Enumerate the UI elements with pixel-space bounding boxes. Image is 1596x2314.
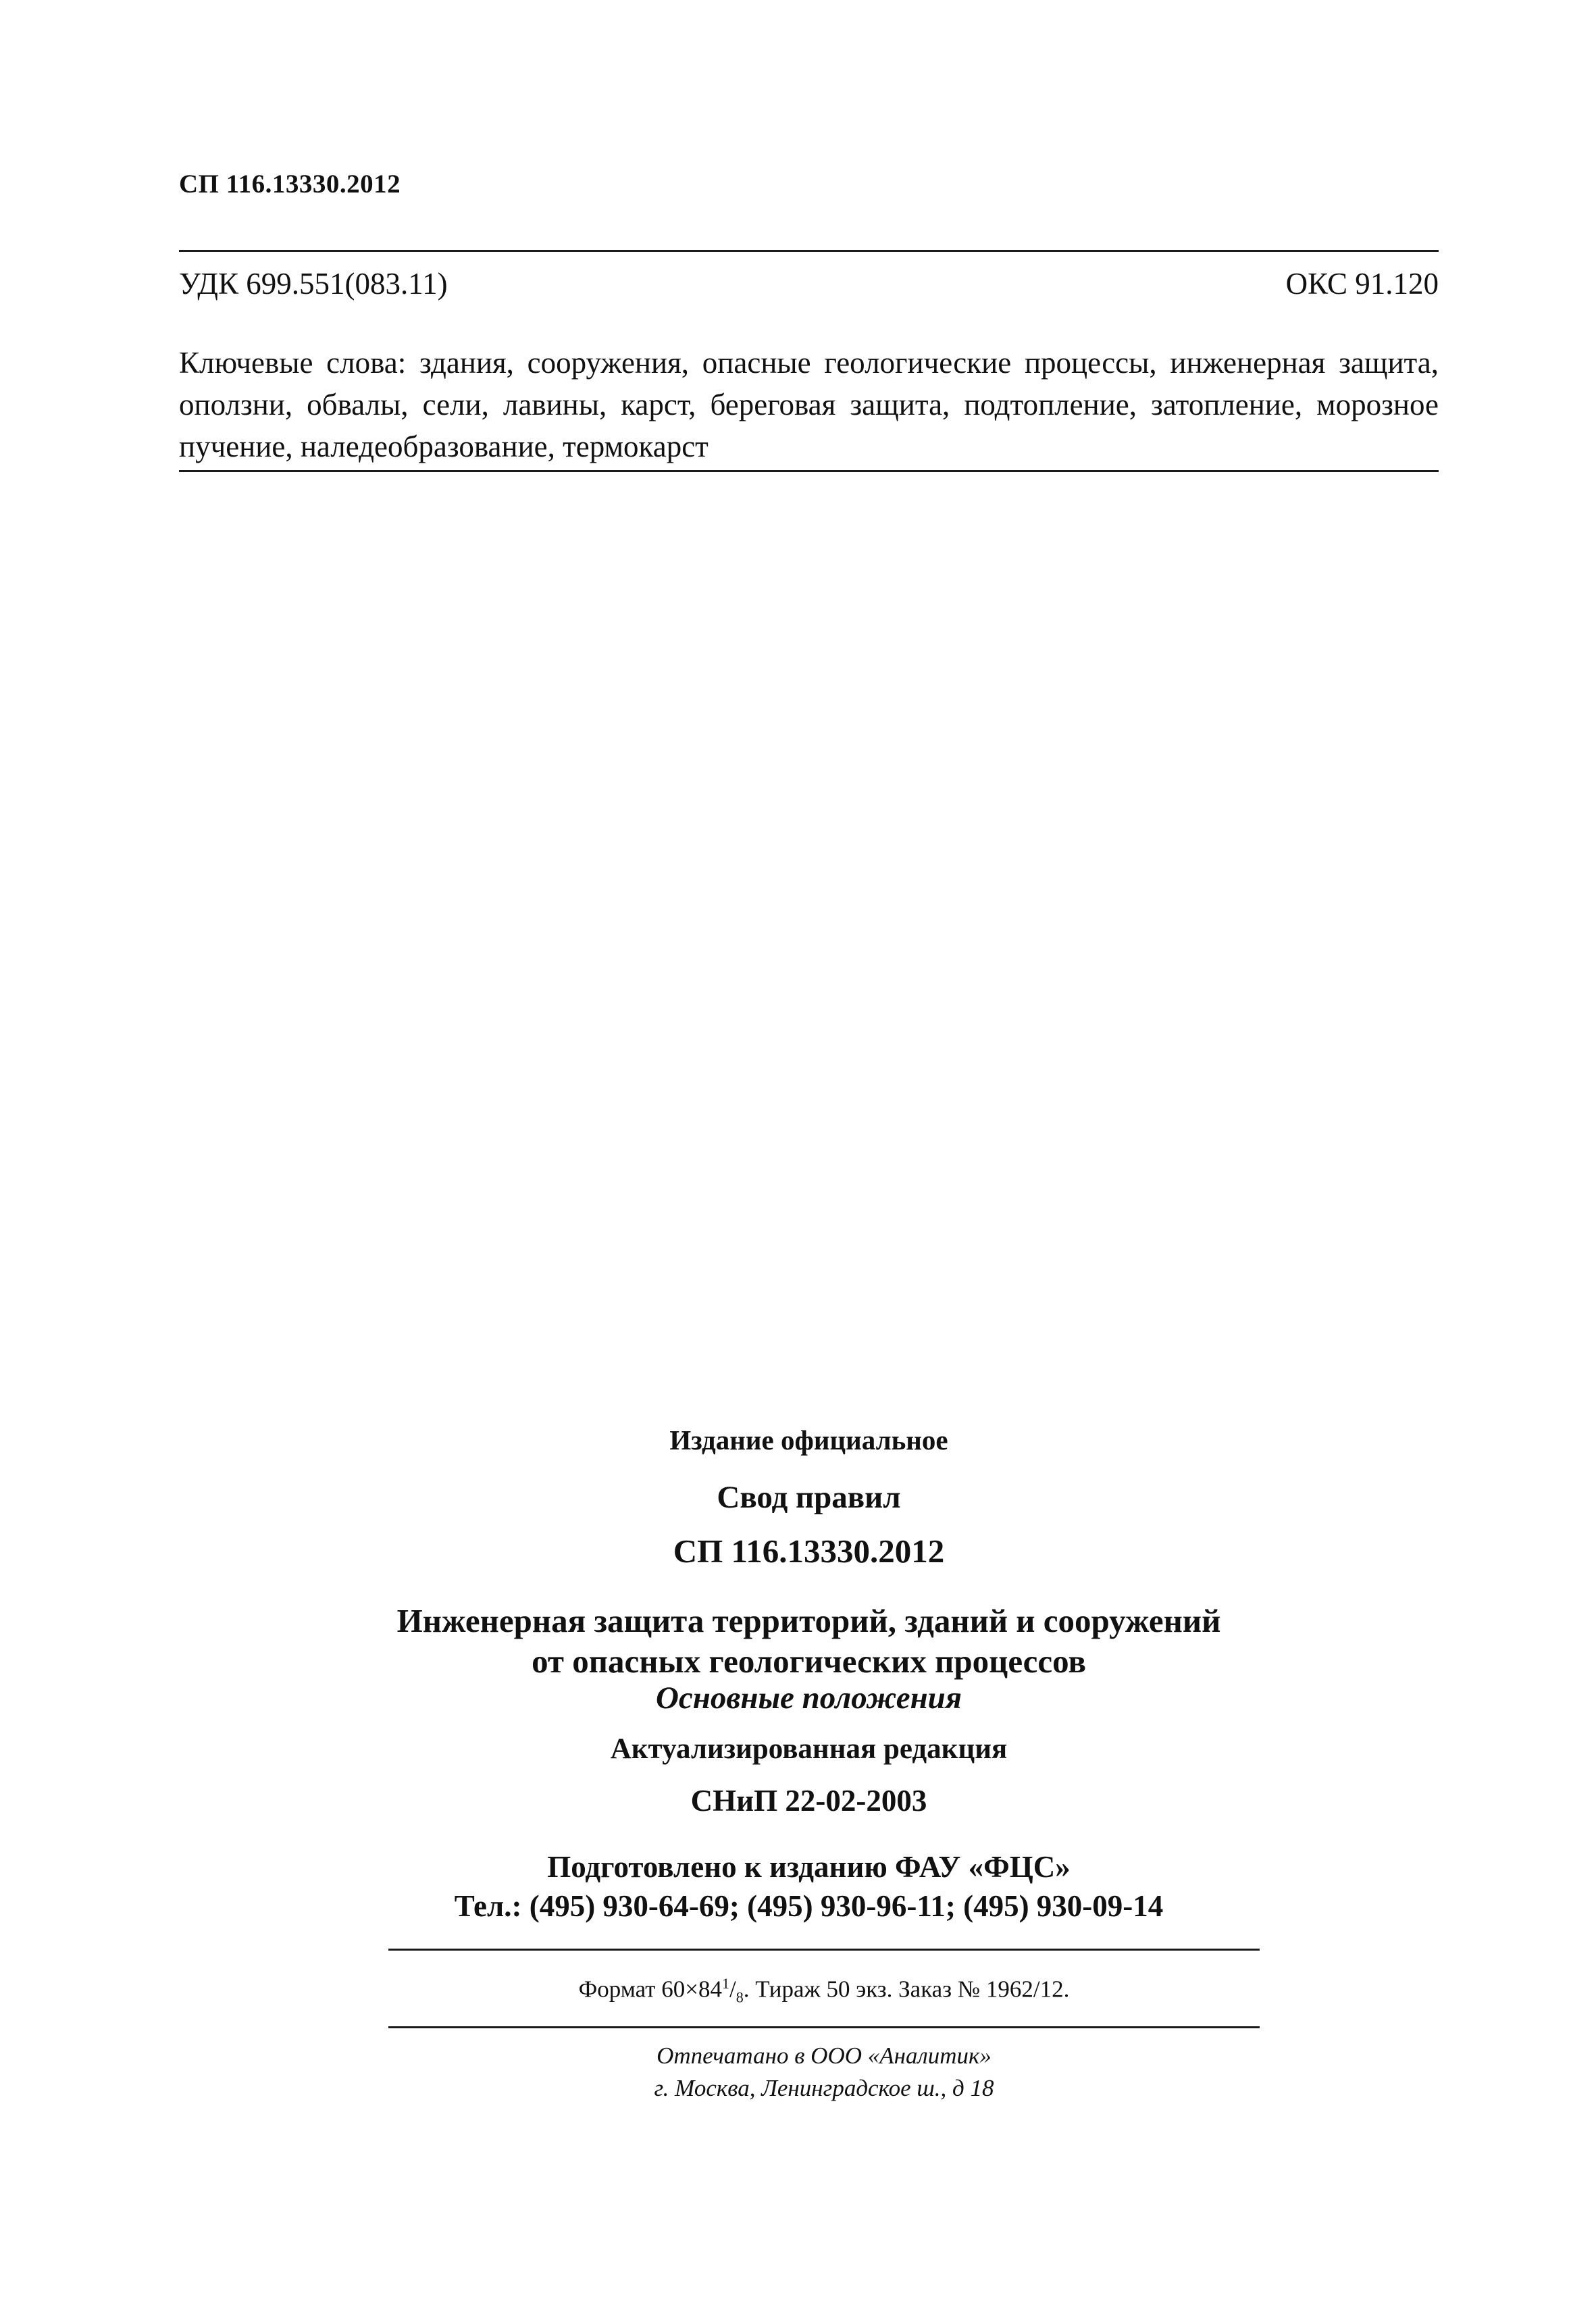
document-title-line-2: от опасных геологических процессов (532, 1643, 1086, 1680)
prepared-by-block (179, 1847, 1439, 1926)
svod-label: Свод правил (717, 1480, 901, 1515)
format-fraction-numerator: 1 (722, 1975, 730, 1992)
edition-label: Издание официальное (669, 1424, 948, 1456)
format-line (388, 1975, 1260, 2007)
udk-code: УДК 699.551(083.11) (179, 267, 448, 301)
printer-address-line: г. Москва, Ленинградское ш., д 18 (654, 2075, 994, 2101)
phones-line: Тел.: (495) 930-64-69; (495) 930-96-11; (495) 930-09-14 (454, 1889, 1164, 1923)
printed-by-block (388, 2040, 1260, 2105)
top-divider (179, 250, 1439, 252)
format-prefix: Формат 60×84 (578, 1976, 723, 2003)
oks-code: ОКС 91.120 (1285, 267, 1439, 301)
document-title-line-1: Инженерная защита территорий, зданий и сооружений (396, 1602, 1221, 1639)
snip-code: СНиП 22-02-2003 (690, 1784, 927, 1818)
sp-code-label: СП 116.13330.2012 (673, 1533, 945, 1570)
prepared-by-line: Подготовлено к изданию ФАУ «ФЦС» (547, 1850, 1071, 1884)
format-suffix: . Тираж 50 экз. Заказ № 1962/12. (743, 1976, 1070, 2003)
format-fraction-slash: / (729, 1976, 736, 2003)
format-fraction-denominator: 8 (736, 1988, 744, 2006)
format-bottom-divider (388, 2026, 1260, 2028)
document-title (179, 1601, 1439, 1682)
keywords-divider (179, 470, 1439, 472)
keywords-paragraph: Ключевые слова: здания, сооружения, опасные геологические процессы, инженерная защита, оползни, обвалы, сели, лавины, карст, береговая защита, подтопление, затопление, морозное пучение, наледеобразование, термокарст (179, 346, 1439, 463)
document-code-header: СП 116.13330.2012 (179, 170, 401, 199)
printed-by-line: Отпечатано в ООО «Аналитик» (657, 2042, 992, 2069)
document-subtitle: Основные положения (655, 1680, 962, 1716)
revision-label: Актуализированная редакция (610, 1733, 1008, 1765)
format-top-divider (388, 1949, 1260, 1951)
classification-row (179, 266, 1439, 307)
